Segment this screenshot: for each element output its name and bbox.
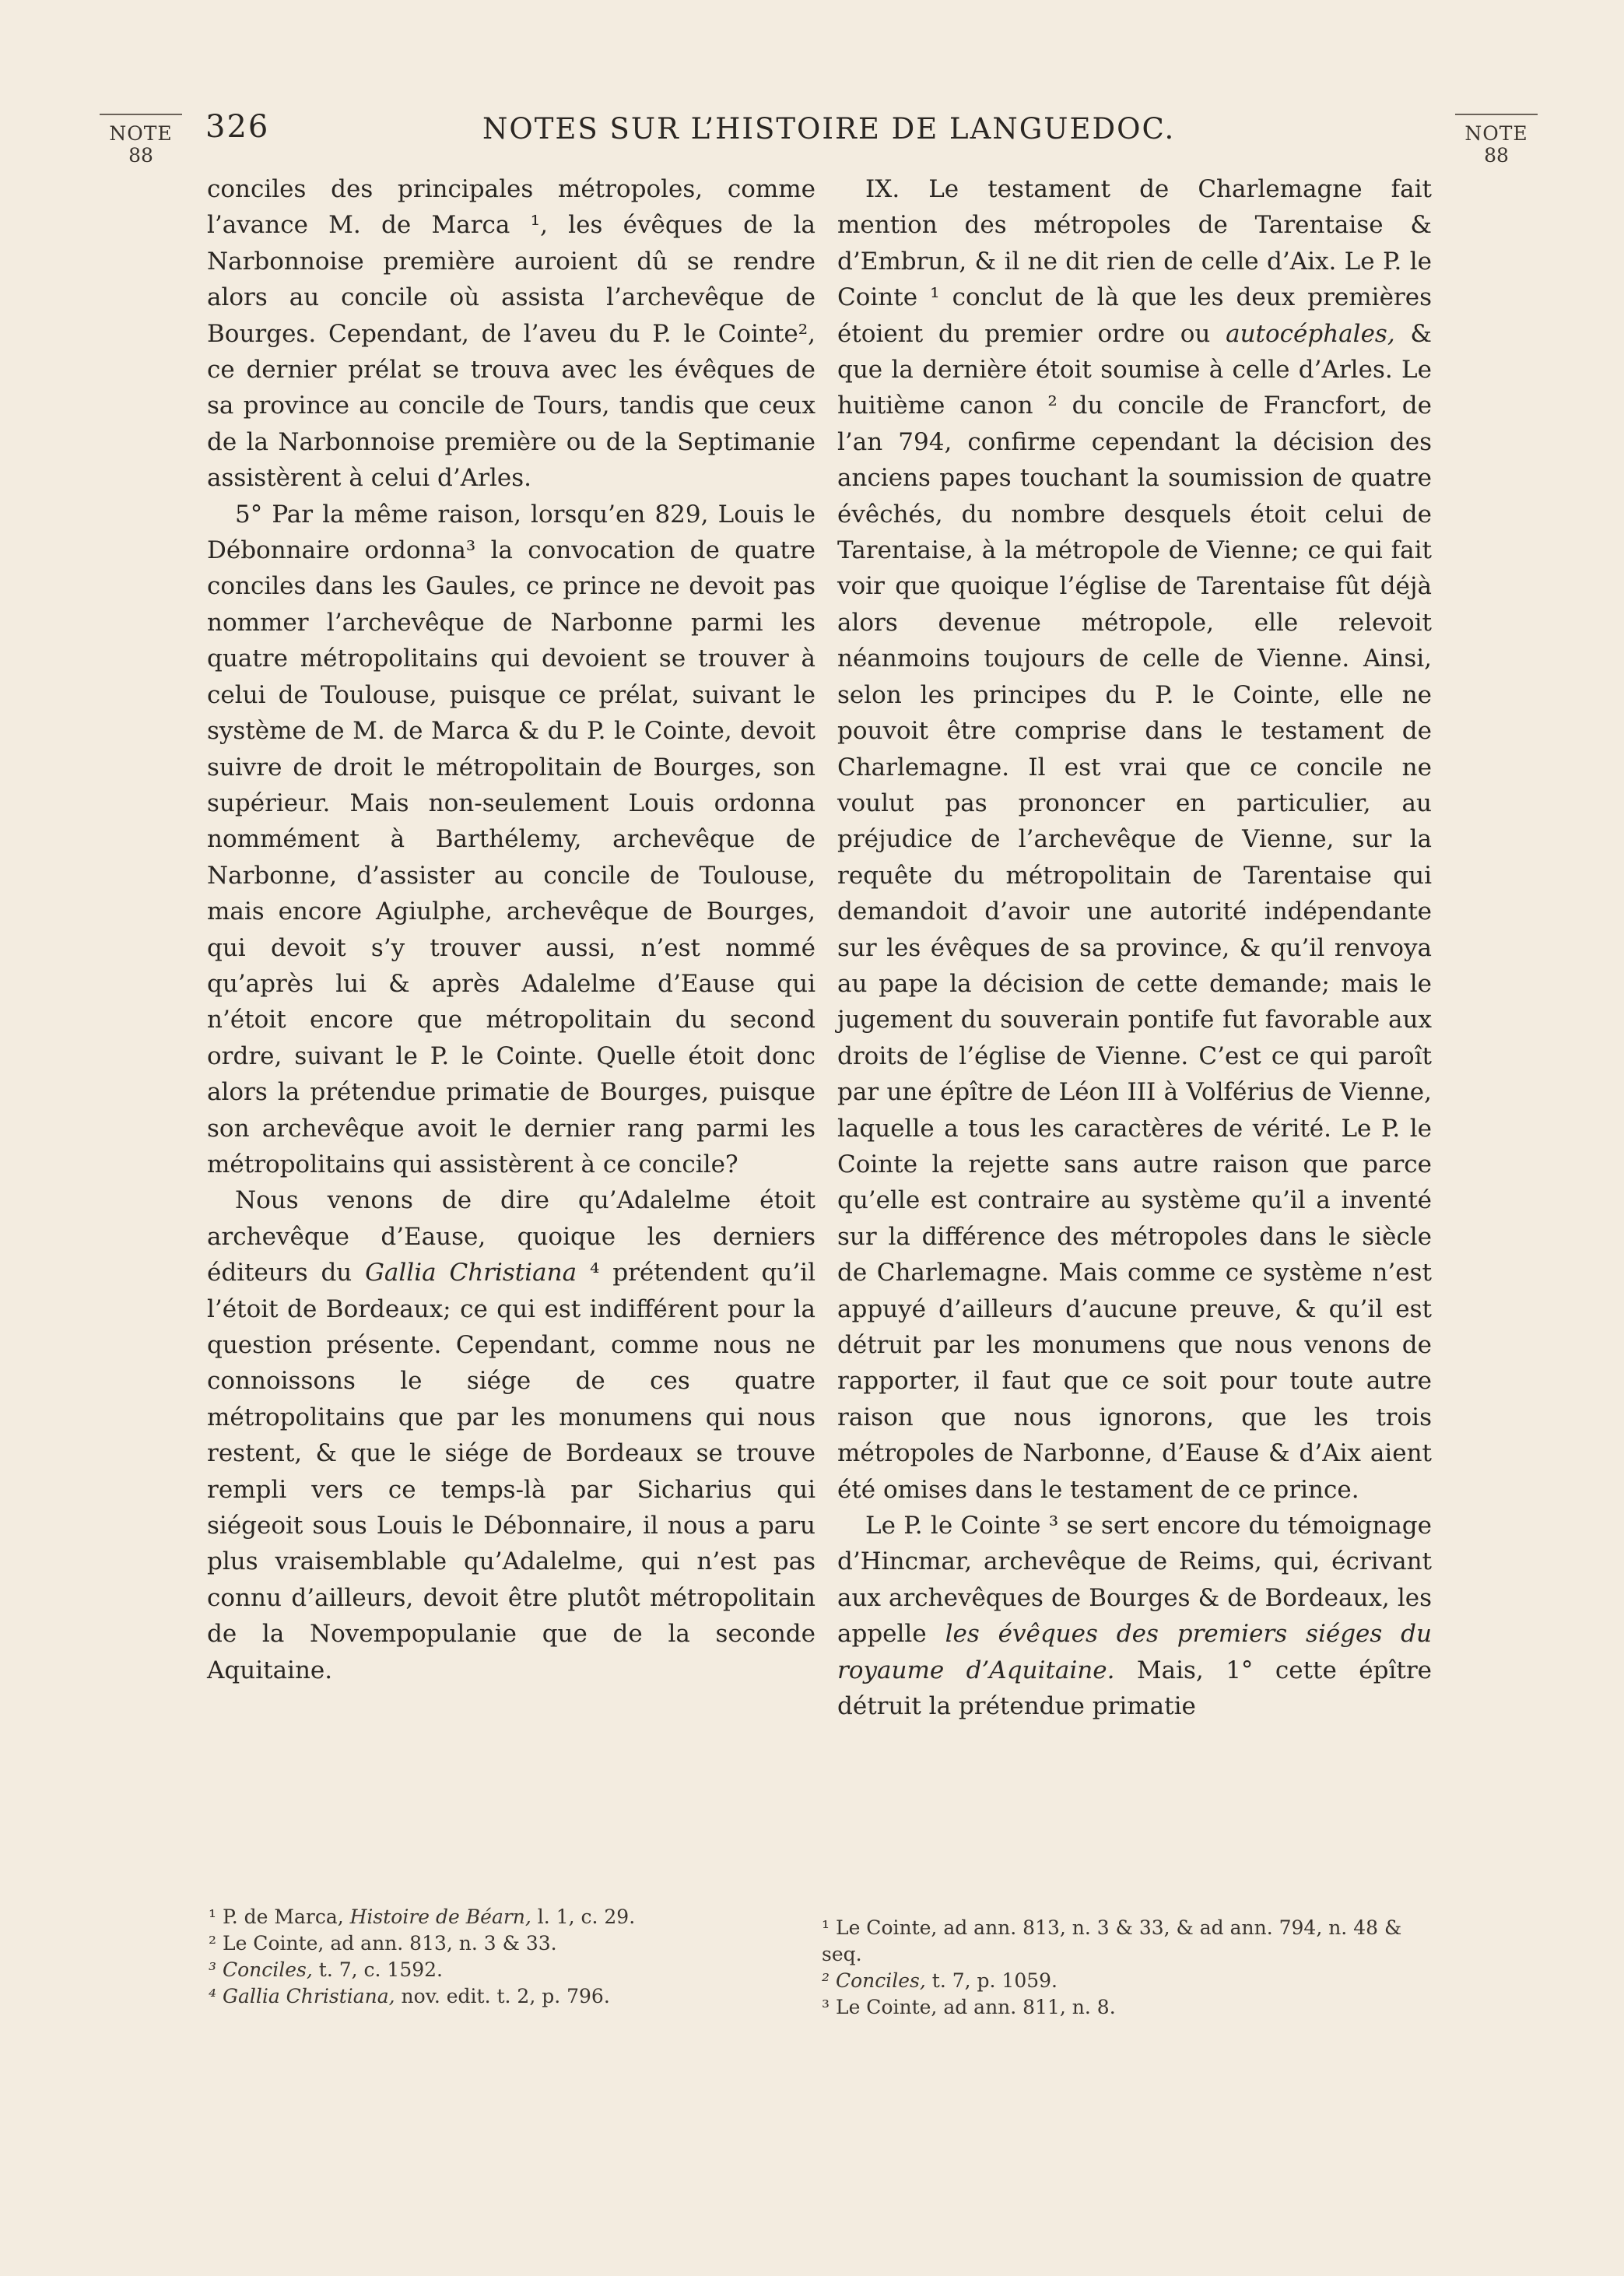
text-run: t. 7, p. 1059. — [925, 1969, 1058, 1992]
left-column — [207, 171, 816, 1688]
paragraph: conciles des principales métropoles, comme l’avance M. de Marca ¹, les évêques de la Narbonnoise première auroient dû se rendre alors au concile où assista l’archevêque de Bourges. Cependant, de l’aveu du P. le Cointe², ce dernier prélat se trouva avec les évêques de sa province au concile de Tours, tandis que ceux de la Narbonnoise première ou de la Septimanie assistèrent à celui d’Arles. — [207, 175, 816, 493]
footnote: ² Le Cointe, ad ann. 813, n. 3 & 33. — [209, 1932, 557, 1955]
text-run: t. 7, c. 1592. — [312, 1958, 443, 1981]
running-header — [205, 109, 1194, 153]
paragraph — [837, 171, 1432, 1508]
footnote — [209, 1983, 769, 2010]
page-number: 326 — [205, 109, 270, 145]
margin-rule — [1455, 114, 1538, 115]
text-run: ¹ P. de Marca, — [209, 1905, 350, 1928]
margin-note-right — [1455, 114, 1538, 165]
italic-term: autocéphales, — [1226, 319, 1395, 348]
italic-title: ² Conciles, — [822, 1969, 926, 1992]
footnote — [209, 1957, 769, 1983]
footnotes-right — [822, 1915, 1436, 2021]
text-run: & que la dernière étoit soumise à celle d’Arles. Le huitième canon ² du concile de Francfort, de l’an 794, confirme cependant la décision des anciens papes touchant la soumission de quatre évêchés, du nombre desquels étoit celui de Tarentaise, à la métropole de Vienne; ce qui fait voir que quoique l’église de Tarentaise fût déjà alors devenue métropole, elle relevoit néanmoins toujours de celle de Vienne. Ainsi, selon les principes du P. le Cointe, elle ne pouvoit être comprise dans le testament de Charlemagne. Il est vrai que ce concile ne voulut pas prononcer en particulier, au préjudice de l’archevêque de Vienne, sur la requête du métropolitain de Tarentaise qui demandoit d’avoir une autorité indépendante sur les évêques de sa province, & qu’il renvoya au pape la décision de cette demande; mais le jugement du souverain pontife fut favorable aux droits de l’église de Vienne. C’est ce qui paroît par une épître de Léon III à Volférius de Vienne, laquelle a tous les caractères de vérité. Le P. le Cointe la rejette sans autre raison que parce qu’elle est contraire au système qu’il a inventé sur la différence des métropoles dans le siècle de Charlemagne. Mais comme ce système n’est appuyé d’ailleurs d’aucune preuve, & qu’il est détruit par les monumens que nous venons de rapporter, il faut que ce soit pour toute autre raison que nous ignorons, que les trois métropoles de Narbonne, d’Eause & d’Aix aient été omises dans le testament de ce prince. — [837, 319, 1432, 1504]
italic-title: ⁴ Gallia Christiana, — [209, 1985, 395, 2007]
paragraph — [837, 1508, 1432, 1724]
margin-rule — [100, 114, 182, 115]
footnotes-left — [209, 1904, 769, 2010]
italic-title: Gallia Christiana — [365, 1259, 577, 1287]
footnote — [209, 1904, 769, 1930]
italic-quote: les évêques des premiers siéges du royaume d’Aquitaine. — [837, 1620, 1432, 1684]
text-run: ⁴ prétendent qu’il l’étoit de Bordeaux; ce qui est indifférent pour la question présente. Cependant, comme nous ne connoissons le siége de ces quatre métropolitains que par les monumens qui nous restent, & que le siége de Bordeaux se trouve rempli vers ce temps-là par Sicharius qui siégeoit sous Louis le Débonnaire, il nous a paru plus vraisemblable qu’Adalelme, qui n’est pas connu d’ailleurs, devoit être plutôt métropolitain de la Novempopulanie que de la seconde Aquitaine. — [207, 1259, 816, 1684]
paragraph: 5° Par la même raison, lorsqu’en 829, Louis le Débonnaire ordonna³ la convocation de quatre conciles dans les Gaules, ce prince ne devoit pas nommer l’archevêque de Narbonne parmi les quatre métropolitains qui devoient se trouver à celui de Toulouse, puisque ce prélat, suivant le système de M. de Marca & du P. le Cointe, devoit suivre de droit le métropolitain de Bourges, son supérieur. Mais non-seulement Louis ordonna nommément à Barthélemy, archevêque de Narbonne, d’assister au concile de Toulouse, mais encore Agiulphe, archevêque de Bourges, qui devoit s’y trouver aussi, n’est nommé qu’après lui & après Adalelme d’Eause qui n’étoit encore que métropolitain du second ordre, suivant le P. le Cointe. Quelle étoit donc alors la prétendue primatie de Bourges, puisque son archevêque avoit le dernier rang parmi les métropolitains qui assistèrent à ce concile? — [207, 500, 816, 1178]
italic-title: Histoire de Béarn, — [349, 1905, 531, 1928]
margin-note-label: NOTE — [1464, 122, 1528, 145]
right-column — [837, 171, 1432, 1724]
page-title: NOTES SUR L’HISTOIRE DE LANGUEDOC. — [482, 112, 1176, 146]
text-run: IX. Le testament de Charlemagne fait mention des métropoles de Tarentaise & d’Embrun, & il ne dit rien de celle d’Aix. Le P. le Cointe ¹ conclut de là que les deux premières étoient du premier ordre ou — [837, 175, 1432, 348]
margin-note-label: NOTE — [109, 122, 173, 145]
footnote — [822, 1968, 1436, 1994]
margin-note-left — [100, 114, 182, 165]
text-run: nov. edit. t. 2, p. 796. — [395, 1985, 610, 2007]
paragraph — [207, 1182, 816, 1688]
text-run: Le P. le Cointe ³ se sert encore du témoignage d’Hincmar, archevêque de Reims, qui, écrivant aux archevêques de Bourges & de Bordeaux, les appelle — [837, 1512, 1432, 1649]
margin-note-number: 88 — [128, 144, 153, 167]
footnote: ¹ Le Cointe, ad ann. 813, n. 3 & 33, & ad ann. 794, n. 48 & seq. — [822, 1916, 1402, 1965]
text-run: Mais, 1° cette épître détruit la prétendue primatie — [837, 1656, 1432, 1721]
margin-note-number: 88 — [1484, 144, 1509, 167]
italic-title: ³ Conciles, — [209, 1958, 313, 1981]
text-run: Nous venons de dire qu’Adalelme étoit archevêque d’Eause, quoique les derniers éditeurs du — [207, 1186, 816, 1287]
footnote: ³ Le Cointe, ad ann. 811, n. 8. — [822, 1996, 1116, 2018]
text-run: l. 1, c. 29. — [531, 1905, 636, 1928]
